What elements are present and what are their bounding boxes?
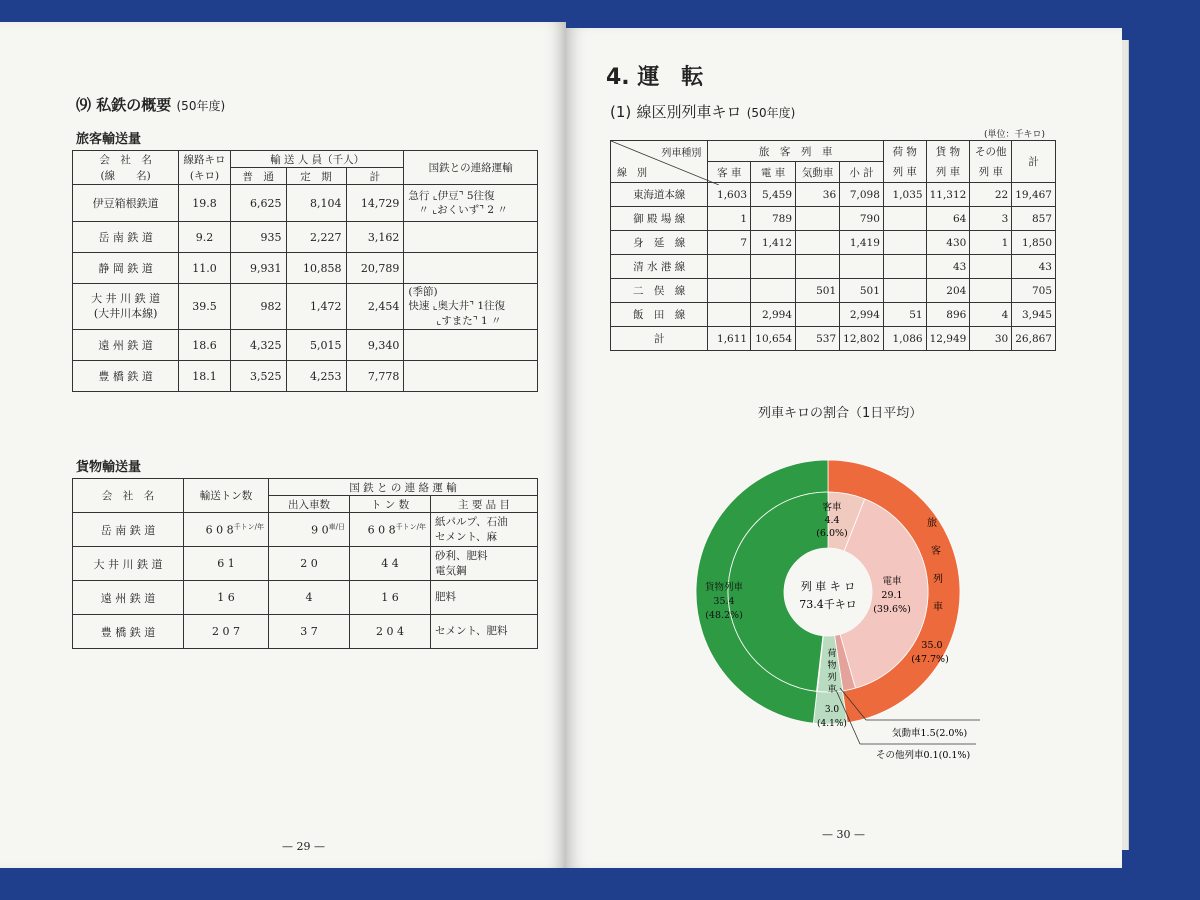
row-note: [404, 185, 538, 222]
table-row: [611, 183, 1056, 207]
row-commuter: 1,472: [286, 284, 346, 330]
row-name: 豊 橋 鉄 道: [73, 361, 179, 392]
row-dc: 501: [796, 279, 840, 303]
unit-note: (単位：千キロ): [984, 130, 1046, 140]
section-number: ⑼: [76, 96, 92, 114]
row-ton: 2 0 4: [350, 615, 431, 649]
row-name: 岳 南 鉄 道: [73, 513, 184, 547]
row-car: 7: [708, 231, 751, 255]
table-row: [73, 253, 538, 284]
row-note: [404, 284, 538, 330]
note-line: ⌞すまた⌝ 1 〃: [436, 314, 502, 327]
row-items: 肥料: [431, 581, 538, 615]
row-total: 857: [1012, 207, 1056, 231]
row-commuter: 4,253: [286, 361, 346, 392]
col-items: 主 要 品 目: [431, 496, 538, 513]
row-sub: [840, 255, 884, 279]
label-passenger-char: 車: [933, 602, 943, 613]
row-other: 4: [970, 303, 1012, 327]
row-total: 2,454: [346, 284, 404, 330]
row-ec: 1,412: [751, 231, 796, 255]
col-parcel: 荷 物: [883, 141, 926, 162]
col-jnr: 国 鉄 と の 連 絡 運 輸: [269, 479, 538, 496]
row-ec: 789: [751, 207, 796, 231]
table-row: [73, 185, 538, 222]
cars-unit: 車/日: [328, 523, 345, 532]
col-car: 客 車: [708, 162, 751, 183]
row-parcel: [883, 255, 926, 279]
row-km: 39.5: [179, 284, 231, 330]
col-other-2: 列 車: [970, 162, 1012, 183]
row-line: 二 俣 線: [611, 279, 708, 303]
col-people: 輸 送 人 員（千人）: [230, 151, 404, 168]
table-row: [73, 330, 538, 361]
row-cars: [269, 513, 350, 547]
row-ec: 5,459: [751, 183, 796, 207]
row-sub: 501: [840, 279, 884, 303]
row-name-main: 大 井 川 鉄 道: [91, 292, 161, 306]
row-note: [404, 222, 538, 253]
row-total: 26,867: [1012, 327, 1056, 351]
row-note: [404, 253, 538, 284]
label-kamotsu-name: 貨物列車: [704, 582, 744, 593]
label-nimotsu-char: 物: [827, 661, 837, 671]
row-normal: 935: [230, 222, 286, 253]
header-line: 線 別: [617, 168, 647, 179]
subsection-year: (50年度): [746, 106, 796, 120]
table-row: [73, 222, 538, 253]
row-normal: 9,931: [230, 253, 286, 284]
row-parcel: 1,086: [883, 327, 926, 351]
table-row: [611, 255, 1056, 279]
chapter-title: 4. 運 転: [606, 65, 704, 90]
row-km: 18.1: [179, 361, 231, 392]
row-total: 43: [1012, 255, 1056, 279]
items-line: 砂利、肥料: [435, 550, 488, 563]
row-line: 御 殿 場 線: [611, 207, 708, 231]
row-ec: 2,994: [751, 303, 796, 327]
row-items: セメント、肥料: [431, 615, 538, 649]
row-freight: 11,312: [926, 183, 970, 207]
row-dc: [796, 303, 840, 327]
row-name: 静 岡 鉄 道: [73, 253, 179, 284]
col-company-sub: (線 名): [73, 168, 179, 185]
label-passenger-char: 列: [933, 574, 943, 585]
row-tons: 6 1: [184, 547, 269, 581]
row-sub: 7,098: [840, 183, 884, 207]
note-line: 快速 ⌞奥大井⌝ 1往復: [408, 300, 506, 313]
table-row: [611, 207, 1056, 231]
col-km: 線路キロ: [179, 151, 231, 168]
label-densha-value: 29.1: [881, 590, 903, 601]
row-normal: 982: [230, 284, 286, 330]
left-page: [0, 22, 566, 868]
row-km: 9.2: [179, 222, 231, 253]
section-title: [76, 94, 225, 115]
cars-value: 9 0: [311, 523, 329, 537]
label-passenger-char: 客: [931, 546, 941, 557]
row-dc: [796, 231, 840, 255]
label-sonota: その他列車0.1(0.1%): [876, 750, 971, 761]
col-sub: 小 計: [840, 162, 884, 183]
row-name: 遠 州 鉄 道: [73, 581, 184, 615]
row-car: [708, 279, 751, 303]
row-name: 岳 南 鉄 道: [73, 222, 179, 253]
chart-title: 列車キロの割合（1日平均）: [758, 406, 923, 421]
label-nimotsu-char: 荷: [827, 649, 837, 659]
label-kyakusha-value: 4.4: [824, 515, 840, 526]
row-parcel: [883, 207, 926, 231]
center-label-1: 列 車 キ ロ: [800, 580, 856, 593]
col-parcel-2: 列 車: [883, 162, 926, 183]
row-line: 身 延 線: [611, 231, 708, 255]
row-dc: 36: [796, 183, 840, 207]
row-sub: 790: [840, 207, 884, 231]
row-line: 計: [611, 327, 708, 351]
center-label-2: 73.4千キロ: [799, 598, 857, 611]
row-car: 1: [708, 207, 751, 231]
row-commuter: 5,015: [286, 330, 346, 361]
row-tons: [184, 513, 269, 547]
note-line: (季節): [408, 286, 438, 299]
row-name: 大 井 川 鉄 道: [73, 547, 184, 581]
row-items: [431, 547, 538, 581]
col-other: その他: [970, 141, 1012, 162]
col-total: 計: [1012, 141, 1056, 183]
subsection-number: (1): [610, 103, 632, 121]
row-cars: 2 0: [269, 547, 350, 581]
row-ton: 4 4: [350, 547, 431, 581]
table-row: [611, 279, 1056, 303]
label-densha-pct: (39.6%): [873, 604, 911, 615]
row-total: 705: [1012, 279, 1056, 303]
row-km: 11.0: [179, 253, 231, 284]
row-cars: 3 7: [269, 615, 350, 649]
page-number-left: — 29 —: [282, 840, 325, 853]
row-name-sub: (大井川本線): [93, 306, 158, 320]
row-total: 1,850: [1012, 231, 1056, 255]
col-total: 計: [346, 168, 404, 185]
items-line: セメント、麻: [435, 530, 498, 543]
row-other: [970, 255, 1012, 279]
col-km-sub: (キロ): [179, 168, 231, 185]
row-other: [970, 279, 1012, 303]
row-commuter: 8,104: [286, 185, 346, 222]
row-note: [404, 361, 538, 392]
table-row: [611, 303, 1056, 327]
label-passenger-char: 旅: [927, 518, 937, 529]
row-items: [431, 513, 538, 547]
row-car: [708, 303, 751, 327]
row-note: [404, 330, 538, 361]
label-nimotsu-value: 3.0: [824, 705, 840, 715]
row-total: 9,340: [346, 330, 404, 361]
items-line: 電気鋼: [435, 564, 467, 577]
row-other: 30: [970, 327, 1012, 351]
row-ec: 10,654: [751, 327, 796, 351]
table-row: [73, 361, 538, 392]
row-car: 1,611: [708, 327, 751, 351]
col-ec: 電 車: [751, 162, 796, 183]
note-line: 急行 ⌞伊豆⌝ 5往復: [408, 189, 495, 202]
donut-chart: [680, 444, 980, 764]
row-other: 1: [970, 231, 1012, 255]
table-row: [73, 581, 538, 615]
freight-label: 貨物輸送量: [76, 460, 142, 475]
row-other: 3: [970, 207, 1012, 231]
row-name: 遠 州 鉄 道: [73, 330, 179, 361]
row-sub: 2,994: [840, 303, 884, 327]
row-name: [73, 284, 179, 330]
tons-value: 6 0 8: [205, 523, 234, 537]
col-company: 会 社 名: [73, 479, 184, 513]
row-tons: 2 0 7: [184, 615, 269, 649]
row-freight: 204: [926, 279, 970, 303]
row-ec: [751, 255, 796, 279]
col-dc: 気動車: [796, 162, 840, 183]
row-line: 清 水 港 線: [611, 255, 708, 279]
row-car: [708, 255, 751, 279]
ton-value: 6 0 8: [367, 523, 396, 537]
row-ton: 1 6: [350, 581, 431, 615]
label-passenger-pct: (47.7%): [911, 654, 949, 665]
row-total: 14,729: [346, 185, 404, 222]
row-freight: 43: [926, 255, 970, 279]
row-normal: 6,625: [230, 185, 286, 222]
row-cars: 4: [269, 581, 350, 615]
row-freight: 64: [926, 207, 970, 231]
page-edge: [1122, 40, 1129, 850]
row-km: 19.8: [179, 185, 231, 222]
label-nimotsu-char: 列: [827, 673, 837, 683]
section-title-text: 私鉄の概要: [96, 96, 172, 114]
label-nimotsu-pct: (4.1%): [817, 719, 847, 729]
section-year: (50年度): [176, 99, 226, 113]
row-ton: [350, 513, 431, 547]
passenger-table: [72, 150, 538, 392]
label-kyakusha-name: 客車: [822, 502, 842, 513]
row-ec: [751, 279, 796, 303]
label-kyakusha-pct: (6.0%): [816, 528, 848, 539]
row-freight: 12,949: [926, 327, 970, 351]
label-densha-name: 電車: [882, 576, 902, 587]
row-total: 3,945: [1012, 303, 1056, 327]
subsection-title: [610, 101, 795, 122]
col-passenger: 旅 客 列 車: [708, 141, 884, 162]
note-line: 〃 ⌞おくいず⌝ 2 〃: [418, 204, 508, 216]
col-ton: ト ン 数: [350, 496, 431, 513]
row-commuter: 2,227: [286, 222, 346, 253]
row-commuter: 10,858: [286, 253, 346, 284]
col-cars: 出入車数: [269, 496, 350, 513]
label-kamotsu-value: 35.4: [713, 596, 735, 607]
row-total: 3,162: [346, 222, 404, 253]
row-sub: 12,802: [840, 327, 884, 351]
freight-table: [72, 478, 538, 649]
col-freight-2: 列 車: [926, 162, 970, 183]
train-km-table: [610, 140, 1056, 351]
row-parcel: 1,035: [883, 183, 926, 207]
row-parcel: [883, 279, 926, 303]
row-line: 飯 田 線: [611, 303, 708, 327]
ton-unit: 千トン/年: [395, 523, 426, 532]
label-nimotsu-char: 車: [827, 685, 837, 695]
col-jnr: 国鉄との連絡運輸: [404, 151, 538, 185]
row-normal: 3,525: [230, 361, 286, 392]
col-commuter: 定 期: [286, 168, 346, 185]
table-row: [73, 547, 538, 581]
row-total: 20,789: [346, 253, 404, 284]
col-tons: 輸送トン数: [184, 479, 269, 513]
page-number-right: — 30 —: [822, 828, 865, 841]
table-row: [73, 615, 538, 649]
items-line: 紙パルプ、石油: [435, 516, 508, 529]
row-sub: 1,419: [840, 231, 884, 255]
row-parcel: 51: [883, 303, 926, 327]
label-passenger-value: 35.0: [921, 640, 943, 651]
row-dc: [796, 207, 840, 231]
row-dc: 537: [796, 327, 840, 351]
corner-header: [611, 141, 708, 183]
label-kamotsu-pct: (48.2%): [705, 610, 743, 621]
row-name: 豊 橋 鉄 道: [73, 615, 184, 649]
table-row: [73, 284, 538, 330]
table-row: [73, 513, 538, 547]
row-car: 1,603: [708, 183, 751, 207]
row-total: 19,467: [1012, 183, 1056, 207]
table-row: [611, 231, 1056, 255]
header-type: 列車種別: [661, 148, 702, 159]
row-parcel: [883, 231, 926, 255]
row-normal: 4,325: [230, 330, 286, 361]
row-name: 伊豆箱根鉄道: [73, 185, 179, 222]
row-km: 18.6: [179, 330, 231, 361]
row-total: 7,778: [346, 361, 404, 392]
row-line: 東海道本線: [611, 183, 708, 207]
col-normal: 普 通: [230, 168, 286, 185]
row-other: 22: [970, 183, 1012, 207]
passenger-label: 旅客輸送量: [76, 132, 142, 147]
table-row-total: [611, 327, 1056, 351]
tons-unit: 千トン/年: [233, 523, 264, 532]
row-freight: 430: [926, 231, 970, 255]
subsection-title-text: 線区別列車キロ: [636, 103, 742, 121]
col-freight: 貨 物: [926, 141, 970, 162]
label-kidosha: 気動車1.5(2.0%): [892, 728, 968, 739]
col-company: 会 社 名: [73, 151, 179, 168]
row-freight: 896: [926, 303, 970, 327]
row-tons: 1 6: [184, 581, 269, 615]
row-dc: [796, 255, 840, 279]
